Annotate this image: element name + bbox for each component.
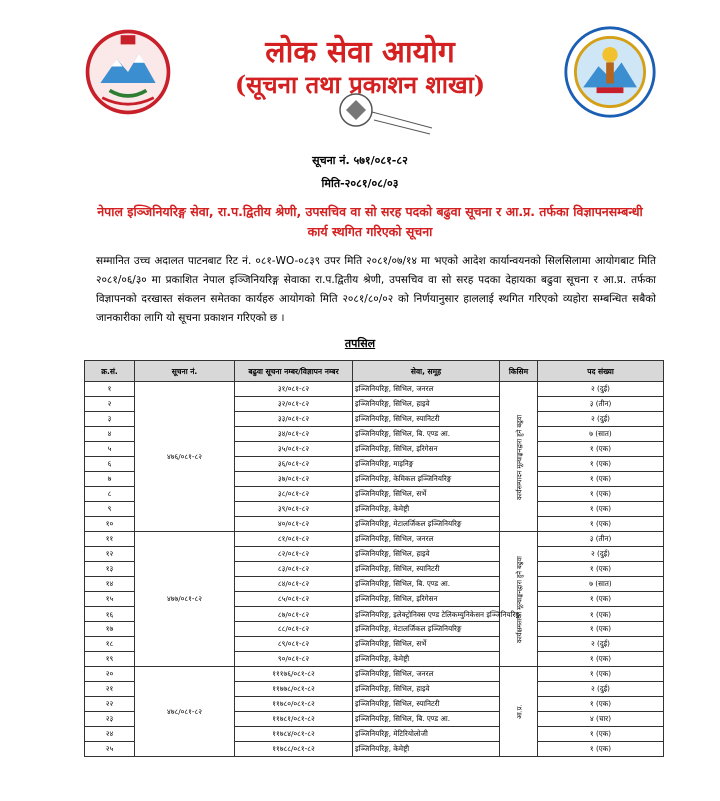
service-group-cell: इञ्जिनियरिङ्ग, केमेष्ट्री bbox=[353, 652, 500, 667]
promotion-number-cell: ३३/०८१-८२ bbox=[235, 412, 353, 427]
post-count-cell: १ (एक) bbox=[538, 592, 664, 607]
service-group-cell: इञ्जिनियरिङ्ग, सिभिल, स्यानिटरी bbox=[353, 562, 500, 577]
promotion-number-cell: ३२/०८१-८२ bbox=[235, 397, 353, 412]
notice-number-cell: ४७७/०८१-८२ bbox=[135, 532, 235, 667]
table-header-row bbox=[85, 361, 664, 382]
serial-cell: १७ bbox=[85, 622, 135, 637]
post-count-cell: ७ (सात) bbox=[538, 577, 664, 592]
serial-cell: २२ bbox=[85, 697, 135, 712]
service-group-cell: इञ्जिनियरिङ्ग, सिभिल, हाइवे bbox=[353, 682, 500, 697]
promotion-number-cell: ११७८४/०८१-८२ bbox=[235, 727, 353, 742]
column-header: सूचना नं. bbox=[135, 361, 235, 382]
column-header: क्र.सं. bbox=[85, 361, 135, 382]
serial-cell: १५ bbox=[85, 592, 135, 607]
serial-cell: ६ bbox=[85, 457, 135, 472]
column-header: सेवा, समूह bbox=[353, 361, 500, 382]
serial-cell: १ bbox=[85, 382, 135, 397]
serial-cell: १० bbox=[85, 517, 135, 532]
serial-cell: १९ bbox=[85, 652, 135, 667]
post-count-cell: १ (एक) bbox=[538, 442, 664, 457]
serial-cell: २३ bbox=[85, 712, 135, 727]
service-group-cell: इञ्जिनियरिङ्ग, सिभिल, हाइवे bbox=[353, 397, 500, 412]
post-count-cell: १ (एक) bbox=[538, 457, 664, 472]
service-group-cell: इञ्जिनियरिङ्ग, सिभिल, सर्भे bbox=[353, 637, 500, 652]
serial-cell: १८ bbox=[85, 637, 135, 652]
post-count-cell: २ (दुई) bbox=[538, 547, 664, 562]
promotion-number-cell: ८४/०८१-८२ bbox=[235, 577, 353, 592]
serial-cell: ३ bbox=[85, 412, 135, 427]
notice-subject: नेपाल इञ्जिनियरिङ्ग सेवा, रा.प.द्वितीय श्रेणी, उपसचिव वा सो सरह पदको बढुवा सूचना र आ.प्र. तर्फका विज्ञापनसम्बन्धी कार्य स्थगित गरिएको सूचना bbox=[97, 204, 643, 239]
service-group-cell: इञ्जिनियरिङ्ग, सिभिल, सर्भे bbox=[353, 487, 500, 502]
serial-cell: ९ bbox=[85, 502, 135, 517]
service-group-cell: इञ्जिनियरिङ्ग, मेटालर्जिकल इञ्जिनियरिङ्ग bbox=[353, 622, 500, 637]
promotion-number-cell: ११७८८/०८१-८२ bbox=[235, 742, 353, 757]
post-count-cell: १ (एक) bbox=[538, 742, 664, 757]
promotion-number-cell: ३८/०८१-८२ bbox=[235, 487, 353, 502]
column-header: पद संख्या bbox=[538, 361, 664, 382]
serial-cell: १६ bbox=[85, 607, 135, 622]
notice-number: सूचना नं. ५७१/०८१-८२ bbox=[312, 154, 408, 167]
serial-cell: २० bbox=[85, 667, 135, 682]
post-count-cell: १ (एक) bbox=[538, 652, 664, 667]
serial-cell: १४ bbox=[85, 577, 135, 592]
serial-cell: ११ bbox=[85, 532, 135, 547]
promotion-number-cell: ८३/०८१-८२ bbox=[235, 562, 353, 577]
service-group-cell: इञ्जिनियरिङ्ग, माइनिङ्ग bbox=[353, 457, 500, 472]
post-count-cell: २ (दुई) bbox=[538, 637, 664, 652]
promotion-number-cell: ८५/०८१-८२ bbox=[235, 592, 353, 607]
post-count-cell: ३ (तीन) bbox=[538, 532, 664, 547]
serial-cell: २१ bbox=[85, 682, 135, 697]
serial-cell: ७ bbox=[85, 472, 135, 487]
service-group-cell: इञ्जिनियरिङ्ग, सिभिल, बि. एण्ड आ. bbox=[353, 712, 500, 727]
promotion-number-cell: ४०/०८१-८२ bbox=[235, 517, 353, 532]
service-group-cell: इञ्जिनियरिङ्ग, सिभिल, स्यानिटरी bbox=[353, 697, 500, 712]
post-count-cell: ३ (तीन) bbox=[538, 397, 664, 412]
promotion-number-cell: ८८/०८१-८२ bbox=[235, 622, 353, 637]
table-row bbox=[85, 667, 664, 682]
notice-body: सम्मानित उच्च अदालत पाटनबाट रिट नं. ०८१-WO-०८३९ उपर मिति २०८१/०७/१४ मा भएको आदेश कार्यान्वयनको सिलसिलामा आयोगबाट मिति २०८१/०६/३० मा प्रकाशित नेपाल इञ्जिनियरिङ्ग सेवाका रा.प.द्वितीय श्रेणी, उपसचिव वा सो सरह पदका देहायका बढुवा सूचना र आ.प्र. तर्फका विज्ञापनको दरखास्त संकलन समेतका कार्यहरु आयोगको मिति २०८१/८०/०२ को निर्णयानुसार हाललाई स्थगित गरिएको व्यहोरा सम्बन्धित सबैको जानकारीका लागि यो सूचना प्रकाशन गरिएको छ । bbox=[96, 255, 656, 324]
serial-cell: २ bbox=[85, 397, 135, 412]
page-subtitle: (सूचना तथा प्रकाशन शाखा) bbox=[234, 70, 486, 99]
column-header: बढुवा सूचना नम्बर/विज्ञापन नम्बर bbox=[235, 361, 353, 382]
table-row bbox=[85, 382, 664, 397]
serial-cell: ४ bbox=[85, 427, 135, 442]
kind-cell: कार्यसम्पादन मूल्याङ्कनद्वारा हुने बढुवा bbox=[500, 382, 538, 532]
promotion-number-cell: ८२/०८१-८२ bbox=[235, 547, 353, 562]
promotion-number-cell: ३७/०८१-८२ bbox=[235, 472, 353, 487]
promotion-number-cell: ३४/०८१-८२ bbox=[235, 427, 353, 442]
notice-date: मिति-२०८१/०८/०३ bbox=[321, 177, 399, 190]
post-count-cell: १ (एक) bbox=[538, 487, 664, 502]
service-group-cell: इञ्जिनियरिङ्ग, मेटालर्जिकल इञ्जिनियरिङ्ग bbox=[353, 517, 500, 532]
service-group-cell: इञ्जिनियरिङ्ग, केमिकल इञ्जिनियरिङ्ग bbox=[353, 472, 500, 487]
service-group-cell: इञ्जिनियरिङ्ग, सिभिल, जनरल bbox=[353, 532, 500, 547]
service-group-cell: इञ्जिनियरिङ्ग, मेटिरियोलोजी bbox=[353, 727, 500, 742]
promotion-number-cell: ११७८१/०८१-८२ bbox=[235, 712, 353, 727]
notice-number-cell: ४७६/०८१-८२ bbox=[135, 382, 235, 532]
serial-cell: १२ bbox=[85, 547, 135, 562]
serial-cell: ५ bbox=[85, 442, 135, 457]
service-group-cell: इञ्जिनियरिङ्ग, सिभिल, हाइवे bbox=[353, 547, 500, 562]
promotion-number-cell: ३६/०८१-८२ bbox=[235, 457, 353, 472]
promotion-number-cell: ८१/०८१-८२ bbox=[235, 532, 353, 547]
column-header: किसिम bbox=[500, 361, 538, 382]
post-count-cell: १ (एक) bbox=[538, 472, 664, 487]
promotion-number-cell: ८९/०८१-८२ bbox=[235, 637, 353, 652]
notice-number-cell: ४७८/०८१-८२ bbox=[135, 667, 235, 757]
post-count-cell: २ (दुई) bbox=[538, 382, 664, 397]
service-group-cell: इञ्जिनियरिङ्ग, सिभिल, स्यानिटरी bbox=[353, 412, 500, 427]
post-count-cell: २ (दुई) bbox=[538, 412, 664, 427]
service-group-cell: इञ्जिनियरिङ्ग, केमेष्ट्री bbox=[353, 502, 500, 517]
post-count-cell: १ (एक) bbox=[538, 502, 664, 517]
promotion-number-cell: ११७७८/०८१-८२ bbox=[235, 682, 353, 697]
promotion-number-cell: १११७६/०८१-८२ bbox=[235, 667, 353, 682]
service-group-cell: इञ्जिनियरिङ्ग, सिभिल, जनरल bbox=[353, 382, 500, 397]
service-group-cell: इञ्जिनियरिङ्ग, सिभिल, जनरल bbox=[353, 667, 500, 682]
post-count-cell: १ (एक) bbox=[538, 667, 664, 682]
promotion-number-cell: ८७/०८१-८२ bbox=[235, 607, 353, 622]
post-count-cell: १ (एक) bbox=[538, 517, 664, 532]
serial-cell: १३ bbox=[85, 562, 135, 577]
post-count-cell: १ (एक) bbox=[538, 727, 664, 742]
service-group-cell: इञ्जिनियरिङ्ग, केमेष्ट्री bbox=[353, 742, 500, 757]
post-count-cell: ४ (चार) bbox=[538, 712, 664, 727]
post-count-cell: १ (एक) bbox=[538, 607, 664, 622]
service-group-cell: इञ्जिनियरिङ्ग, सिभिल, इरिगेसन bbox=[353, 442, 500, 457]
service-group-cell: इञ्जिनियरिङ्ग, सिभिल, बि. एण्ड आ. bbox=[353, 577, 500, 592]
section-title: तपसिल bbox=[344, 337, 376, 350]
post-count-cell: १ (एक) bbox=[538, 697, 664, 712]
serial-cell: २५ bbox=[85, 742, 135, 757]
table-row bbox=[85, 532, 664, 547]
promotion-number-cell: ३१/०८१-८२ bbox=[235, 382, 353, 397]
page-title: लोक सेवा आयोग bbox=[265, 35, 455, 70]
promotion-number-cell: ११७८०/०८१-८२ bbox=[235, 697, 353, 712]
serial-cell: ८ bbox=[85, 487, 135, 502]
post-count-cell: १ (एक) bbox=[538, 562, 664, 577]
kind-cell: कार्यक्षमताको मूल्याङ्कनद्वारा हुने बढुवा bbox=[500, 532, 538, 667]
post-count-cell: १ (एक) bbox=[538, 622, 664, 637]
service-group-cell: इञ्जिनियरिङ्ग, सिभिल, इरिगेसन bbox=[353, 592, 500, 607]
promotion-number-cell: ३५/०८१-८२ bbox=[235, 442, 353, 457]
details-table bbox=[84, 360, 664, 757]
service-group-cell: इञ्जिनियरिङ्ग, इलेक्ट्रोनिक्स एण्ड टेलिकम्युनिकेसन इञ्जिनियरिङ्ग bbox=[353, 607, 500, 622]
serial-cell: २४ bbox=[85, 727, 135, 742]
promotion-number-cell: ९०/०८१-८२ bbox=[235, 652, 353, 667]
post-count-cell: ७ (सात) bbox=[538, 427, 664, 442]
promotion-number-cell: ३९/०८१-८२ bbox=[235, 502, 353, 517]
kind-cell: आ.प्र. bbox=[500, 667, 538, 757]
service-group-cell: इञ्जिनियरिङ्ग, सिभिल, बि. एण्ड आ. bbox=[353, 427, 500, 442]
post-count-cell: २ (दुई) bbox=[538, 682, 664, 697]
